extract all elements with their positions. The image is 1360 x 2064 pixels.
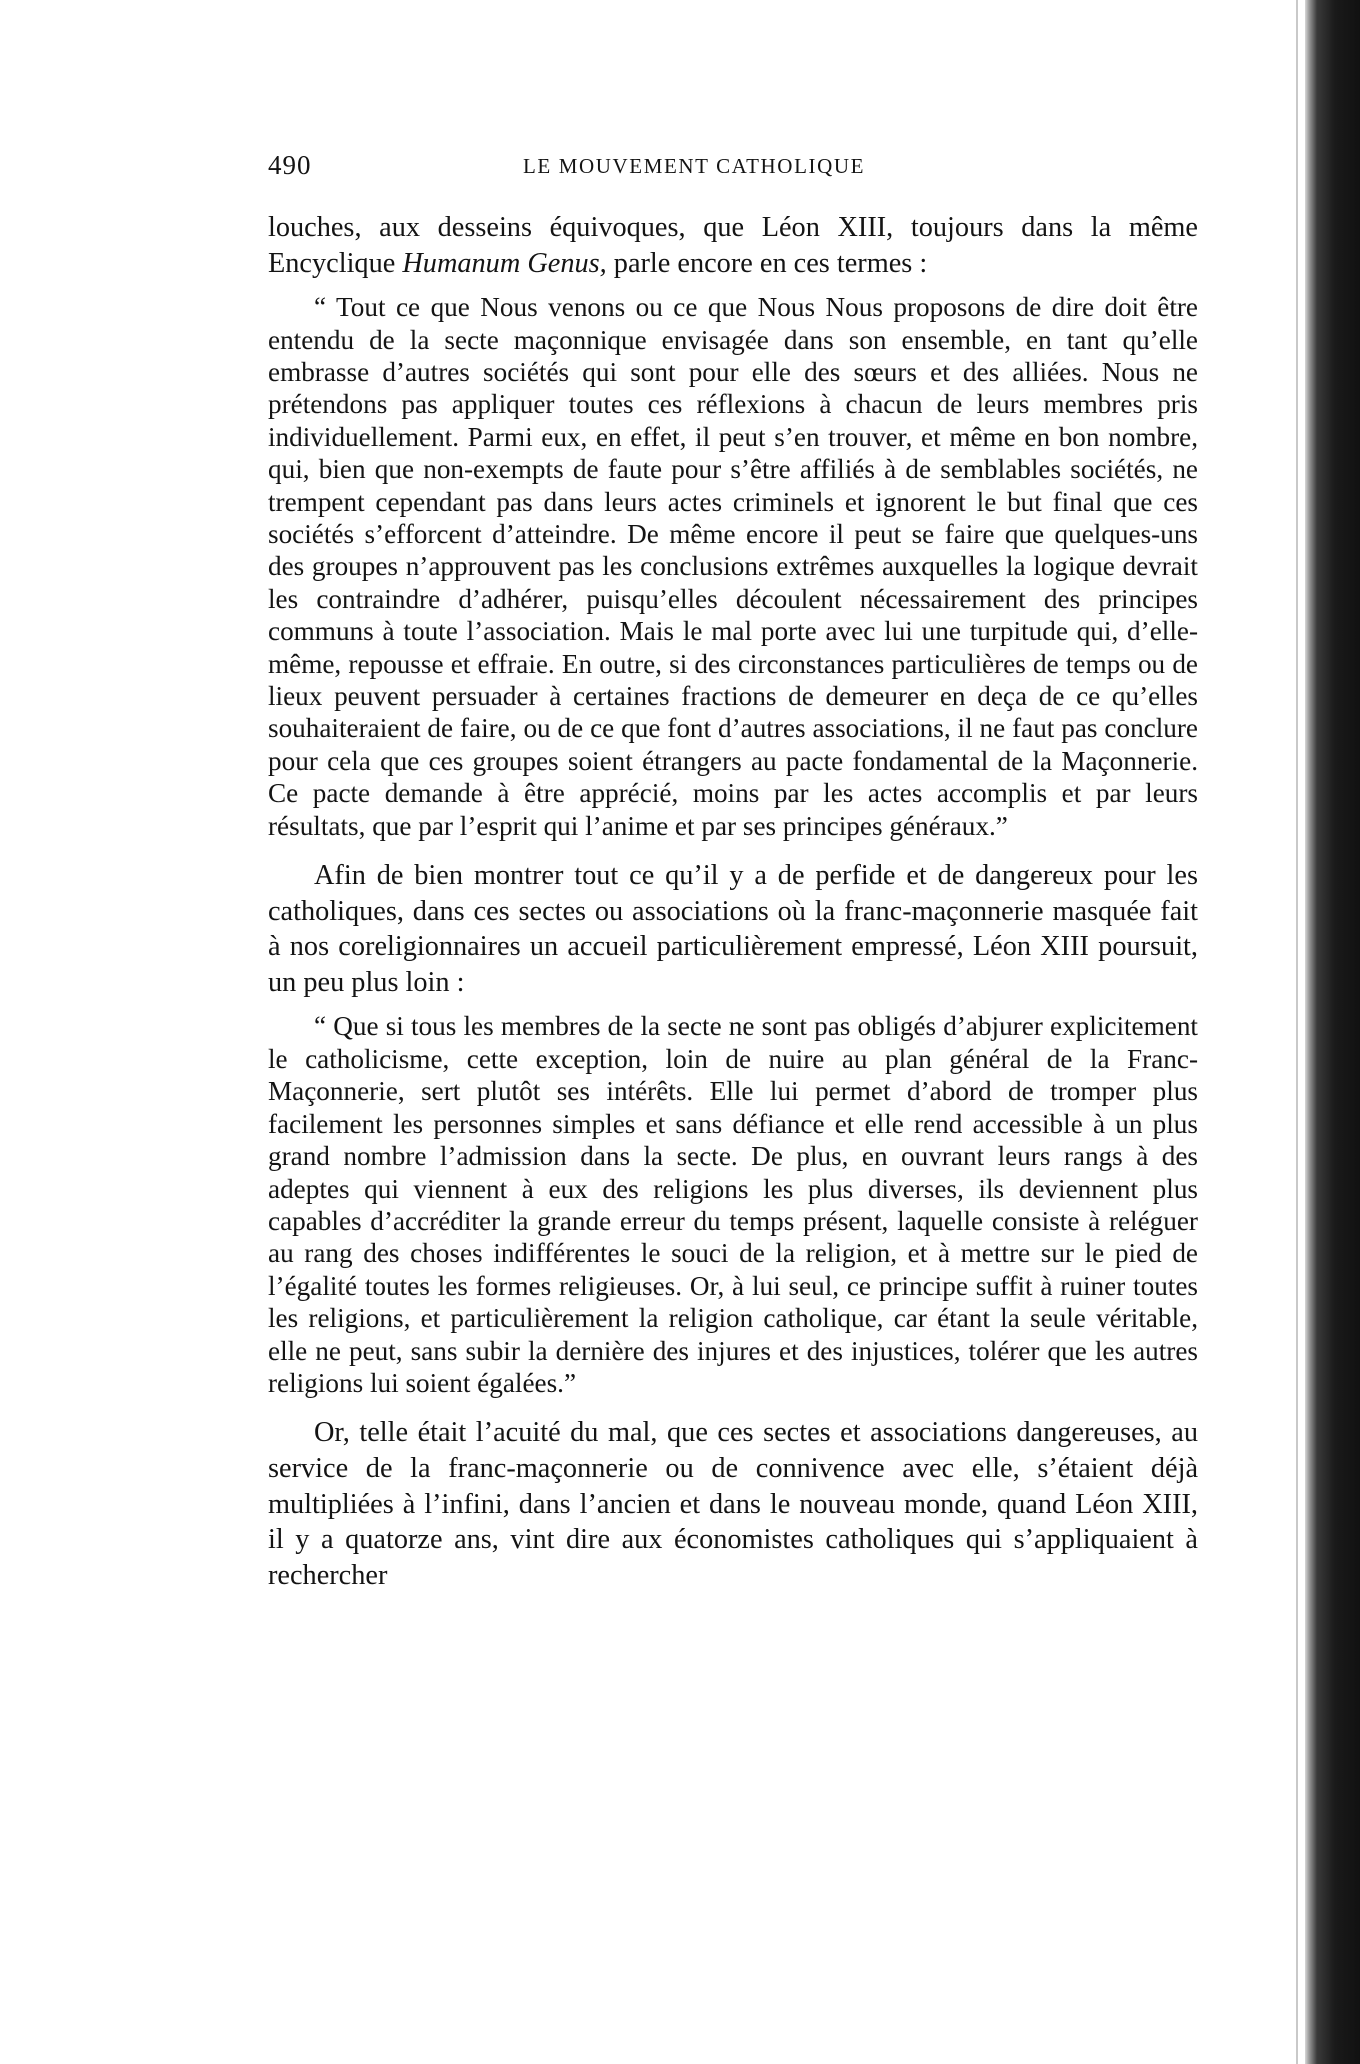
paragraph-intro	[268, 210, 1198, 281]
encyclical-title: Humanum Genus,	[402, 247, 607, 279]
quotation-second: “ Que si tous les membres de la secte ne sont pas obligés d’abjurer explicitement le catholicisme, cette exception, loin de nuire au plan général de la Franc-Maçonnerie, sert plutôt ses intérêts. Elle lui permet d’abord de tromper plus facilement les personnes simples et sans défiance et elle rend accessible à un plus grand nombre l’admission dans la secte. De plus, en ouvrant leurs rangs à des adeptes qui viennent à eux des religions les plus diverses, ils deviennent plus capables d’accréditer la grande erreur du temps présent, laquelle consiste à reléguer au rang des choses indifférentes le souci de la religion, et à mettre sur le pied de l’égalité toutes les formes religieuses. Or, à lui seul, ce principe suffit à ruiner toutes les religions, et particulièrement la religion catholique, car étant la seule véritable, elle ne peut, sans subir la dernière des injures et des injustices, tolérer que les autres religions lui soient égalées.”	[268, 1011, 1198, 1398]
running-title: LE MOUVEMENT CATHOLIQUE	[523, 154, 866, 178]
spacer	[268, 842, 1198, 858]
scan-margin-line	[1296, 0, 1298, 2064]
paragraph-intro-text: louches, aux desseins équivoques, que Léon XIII, toujours dans la même Encyclique	[268, 212, 1198, 279]
spacer	[268, 1399, 1198, 1415]
paragraph-closing: Or, telle était l’acuité du mal, que ces sectes et associations dangereuses, au service de la franc-maçonnerie ou de connivence avec elle, s’étaient déjà multipliées à l’infini, dans l’ancien et dans le nouveau monde, quand Léon XIII, il y a quatorze ans, vint dire aux économistes catholiques qui s’appliquaient à rechercher	[268, 1417, 1198, 1591]
page-number: 490	[268, 150, 312, 180]
spacer	[268, 281, 1198, 291]
running-header	[268, 140, 1198, 180]
scan-page-edge	[1305, 0, 1360, 2064]
paragraph-intro-tail: parle encore en ces termes :	[606, 247, 928, 279]
book-page	[268, 140, 1198, 1593]
spacer	[268, 1000, 1198, 1010]
quotation-first: “ Tout ce que Nous venons ou ce que Nous Nous proposons de dire doit être entendu de la secte maçonnique envisagée dans son ensemble, en tant qu’elle embrasse d’autres sociétés qui sont pour elle des sœurs et des alliées. Nous ne prétendons pas appliquer toutes ces réflexions à chacun de leurs membres pris individuellement. Parmi eux, en effet, il peut s’en trouver, et même en bon nombre, qui, bien que non-exempts de faute pour s’être affiliés à de semblables sociétés, ne trempent cependant pas dans leurs actes criminels et ignorent le but final que ces sociétés s’efforcent d’atteindre. De même encore il peut se faire que quelques-uns des groupes n’approuvent pas les conclusions extrêmes auxquelles la logique devrait les contraindre d’adhérer, puisqu’elles découlent nécessairement des principes communs à toute l’association. Mais le mal porte avec lui une turpitude qui, d’elle-même, repousse et effraie. En outre, si des circonstances particulières de temps ou de lieux peuvent persuader à certaines fractions de demeurer en deça de ce qu’elles souhaiteraient de faire, ou de ce que font d’autres associations, il ne faut pas conclure pour cela que ces groupes soient étrangers au pacte fondamental de la Maçonnerie. Ce pacte demande à être apprécié, moins par les actes accomplis et par leurs résultats, que par l’esprit qui l’anime et par ses principes généraux.”	[268, 292, 1198, 841]
paragraph-transition: Afin de bien montrer tout ce qu’il y a de perfide et de dangereux pour les catholiques, dans ces sectes ou associations où la franc-maçonnerie masquée fait à nos coreligionnaires un accueil particulièrement empressé, Léon XIII poursuit, un peu plus loin :	[268, 860, 1198, 998]
